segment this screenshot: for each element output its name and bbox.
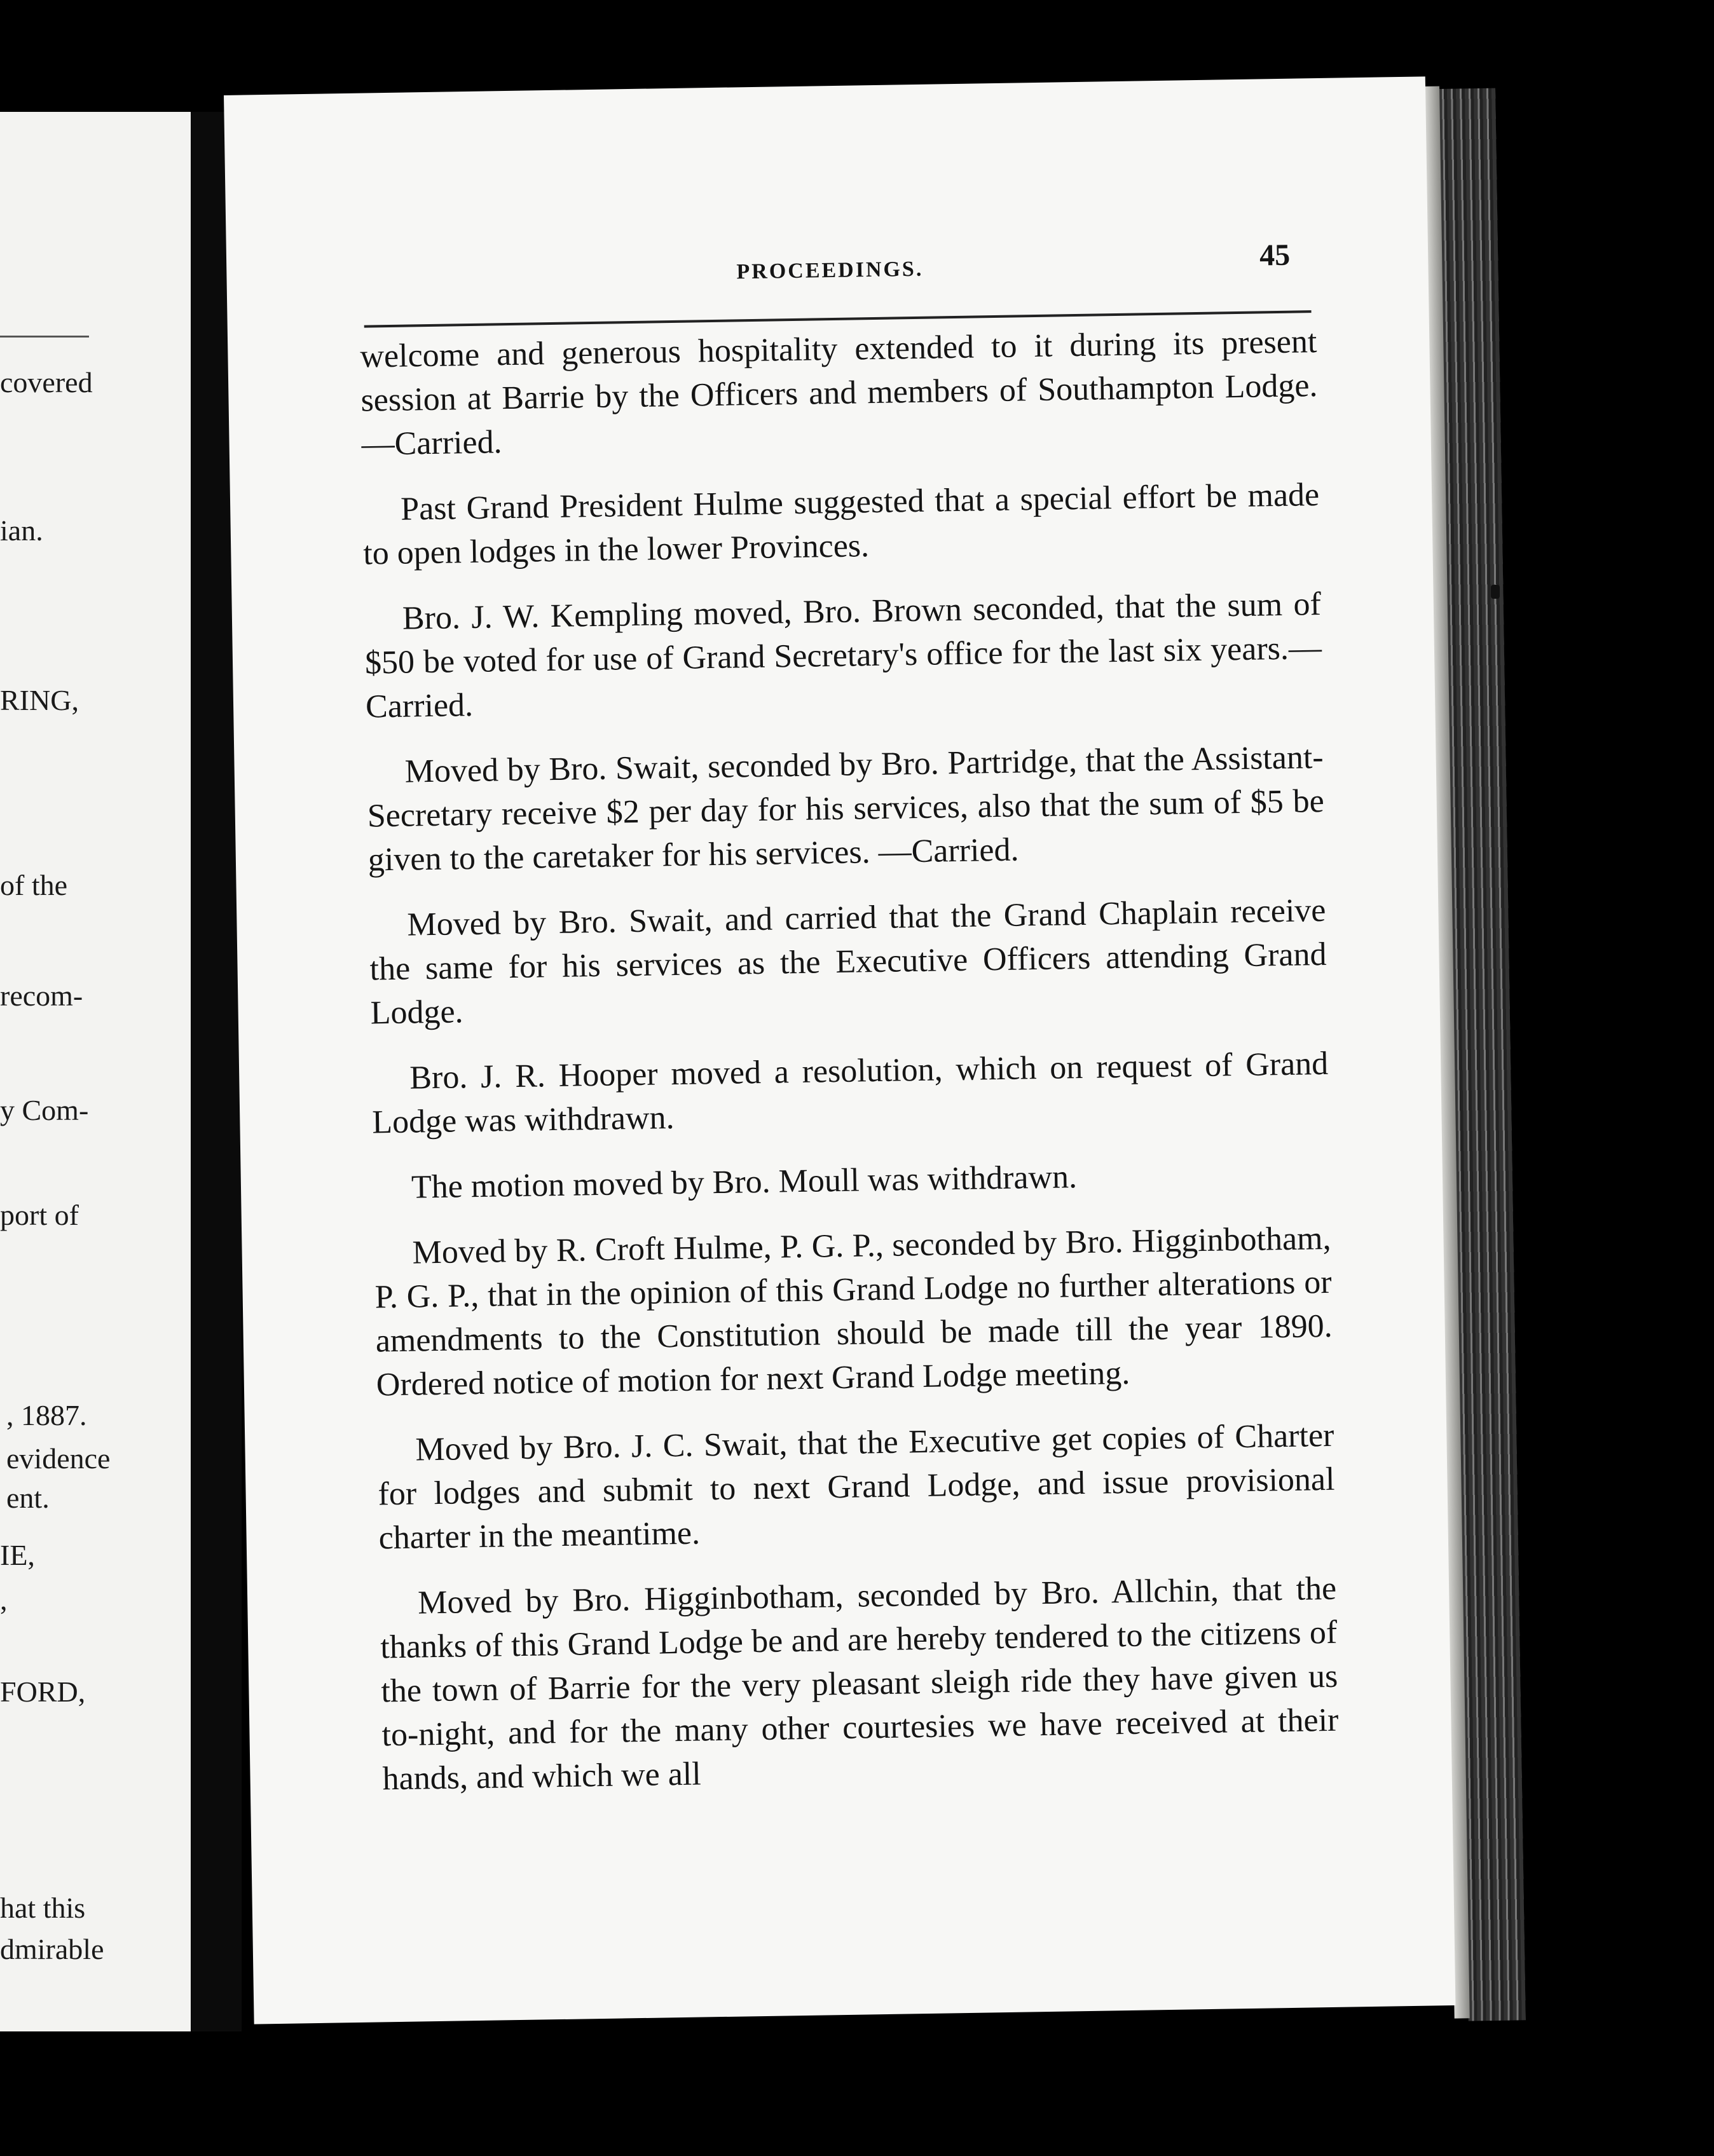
left-page-text-fragment: ian.: [0, 514, 43, 547]
main-page: [224, 76, 1455, 2024]
paragraph: Past Grand President Hulme suggested that a special effort be made to open lodges in the lower Provinces.: [362, 477, 1320, 572]
left-page-text-fragment: FORD,: [0, 1675, 86, 1708]
left-facing-page: [0, 112, 191, 2031]
paragraph: Moved by R. Croft Hulme, P. G. P., seconded by Bro. Higginbotham, P. G. P., that in the opinion of this Grand Lodge no further alterations or amendments to the Constitution should be made till the year 1890. Ordered notice of motion for next Grand Lodge meeting.: [374, 1220, 1333, 1403]
page-number: 45: [1259, 238, 1291, 273]
page-tab-mark: [1491, 585, 1500, 599]
left-page-text-fragment: , 1887.: [6, 1399, 87, 1431]
body-text: [360, 320, 1340, 1822]
left-page-text-fragment: recom-: [0, 979, 83, 1012]
paragraph: The motion moved by Bro. Moull was withdrawn.: [411, 1159, 1078, 1206]
left-page-text-fragment: dmirable: [0, 1933, 104, 1965]
left-page-text-fragment: covered: [0, 366, 93, 399]
left-page-text-fragment: y Com-: [0, 1094, 89, 1126]
paragraph: Moved by Bro. Swait, seconded by Bro. Partridge, that the Assistant-Secretary receive $2 per day for his services, also that the sum of $5 be given to the caretaker for his services. —Carried.: [367, 739, 1325, 878]
left-page-text-fragment: port of: [0, 1199, 79, 1231]
left-page-rule: [0, 336, 89, 338]
left-page-text-fragment: of the: [0, 869, 68, 901]
left-page-text-fragment: evidence: [6, 1442, 111, 1475]
paragraph: Moved by Bro. J. C. Swait, that the Executive get copies of Charter for lodges and submit to next Grand Lodge, and issue provisional charter in the meantime.: [378, 1417, 1335, 1557]
paragraph: Bro. J. W. Kempling moved, Bro. Brown seconded, that the sum of $50 be voted for use of Grand Secretary's office for the last six years.—Carried.: [364, 585, 1322, 725]
paragraph: Bro. J. R. Hooper moved a resolution, which on request of Grand Lodge was withdrawn.: [371, 1045, 1329, 1141]
left-page-text-fragment: IE,: [0, 1539, 35, 1571]
left-page-text-fragment: ent.: [6, 1482, 50, 1514]
left-page-text-fragment: RING,: [0, 684, 79, 716]
paragraph: welcome and generous hospitality extended to it during its present session at Barrie by the Officers and members of Southampton Lodge.—Carried.: [360, 324, 1318, 463]
running-head: PROCEEDINGS.: [736, 257, 924, 284]
left-page-text-fragment: hat this: [0, 1892, 86, 1924]
left-page-text-fragment: ,: [0, 1583, 8, 1616]
paragraph: Moved by Bro. Higginbotham, seconded by Bro. Allchin, that the thanks of this Grand Lodge be and are hereby tendered to the citizens of the town of Barrie for the very pleasant sleigh ride they have given us to-night, and for the many other courtesies we have received at their hands, and which we all: [380, 1570, 1339, 1798]
paragraph: Moved by Bro. Swait, and carried that the Grand Chaplain receive the same for his services as the Executive Officers attending Grand Lodge.: [369, 892, 1327, 1032]
